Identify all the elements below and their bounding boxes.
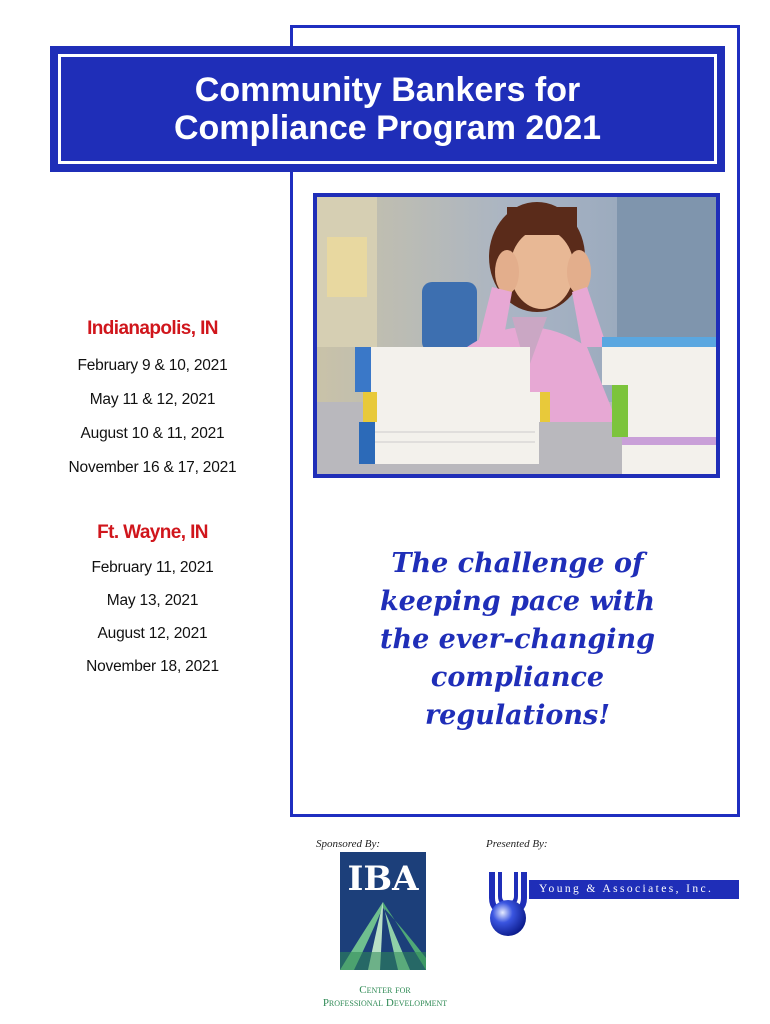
tagline-line: the ever-changing <box>380 624 655 655</box>
presented-by-label: Presented By: <box>486 838 548 850</box>
ftwayne-schedule <box>45 522 260 676</box>
ftwayne-date: May 13, 2021 <box>106 592 199 609</box>
ftwayne-date: August 12, 2021 <box>97 625 208 642</box>
photo-illustration <box>317 197 716 474</box>
ftwayne-date: November 18, 2021 <box>86 658 219 675</box>
indianapolis-date: February 9 & 10, 2021 <box>77 357 228 374</box>
title-line-1: Community Bankers for <box>194 71 581 109</box>
iba-caption <box>300 984 470 1010</box>
tagline-line: regulations! <box>424 700 611 731</box>
stressed-woman-photo <box>313 193 720 478</box>
iba-logo <box>340 852 426 970</box>
tagline-line: keeping pace with <box>379 586 656 617</box>
ftwayne-city-heading: Ft. Wayne, IN <box>97 522 208 543</box>
young-associates-name-bar: Young & Associates, Inc. <box>529 880 739 899</box>
title-line-2: Compliance Program 2021 <box>173 109 602 147</box>
indianapolis-date: May 11 & 12, 2021 <box>89 391 216 408</box>
title-inner-border <box>58 54 717 164</box>
iba-logo-graphic <box>340 852 426 970</box>
sponsored-by-label: Sponsored By: <box>316 838 381 850</box>
tagline <box>335 545 700 735</box>
indianapolis-date: August 10 & 11, 2021 <box>80 425 225 442</box>
indianapolis-city-heading: Indianapolis, IN <box>87 318 218 339</box>
indianapolis-schedule <box>45 318 260 477</box>
young-logo-graphic <box>486 868 546 940</box>
iba-caption-line: Center for <box>359 984 411 996</box>
title-banner <box>50 46 725 172</box>
iba-caption-line: Professional Development <box>322 997 448 1009</box>
indianapolis-date: November 16 & 17, 2021 <box>68 459 237 476</box>
iba-logo-text: IBA <box>347 859 419 899</box>
young-associates-logo-mark <box>486 868 546 940</box>
ftwayne-date: February 11, 2021 <box>91 559 214 576</box>
tagline-line: compliance <box>430 662 605 693</box>
tagline-line: The challenge of <box>391 548 644 579</box>
